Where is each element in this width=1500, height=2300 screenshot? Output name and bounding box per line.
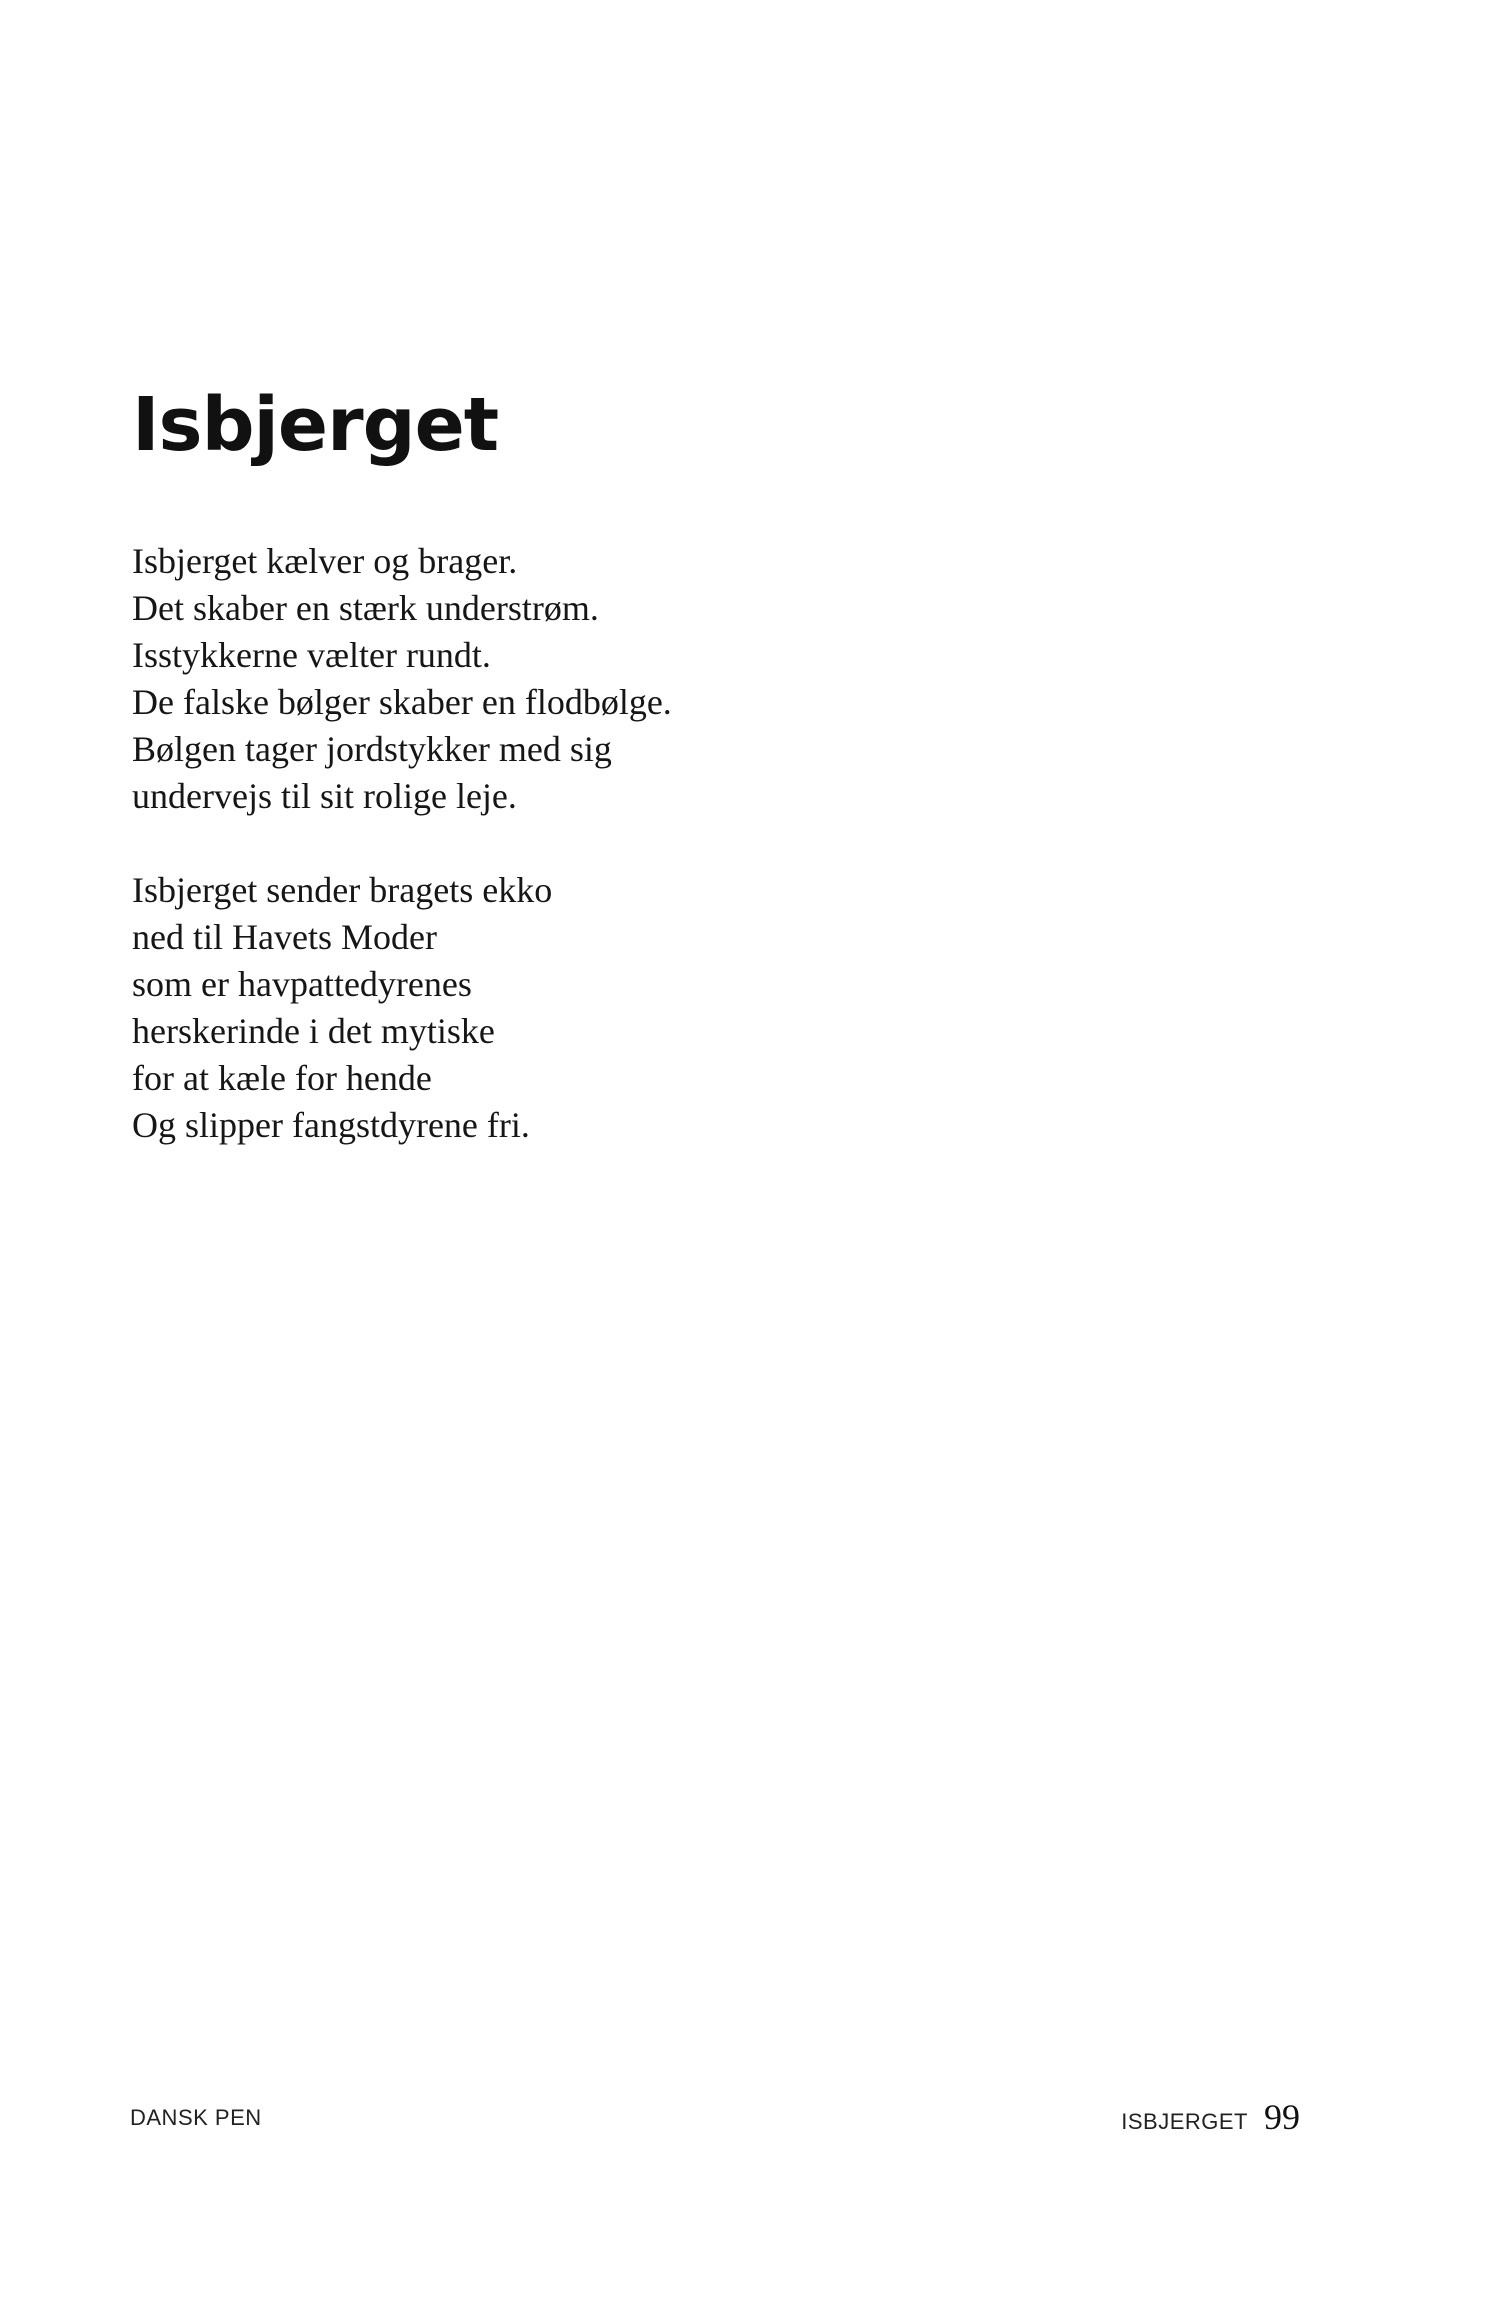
poem-line: Det skaber en stærk understrøm.: [132, 588, 599, 628]
running-title: ISBJERGET: [1121, 2109, 1248, 2134]
poem-title: Isbjerget: [132, 382, 499, 468]
footer-publisher: DANSK PEN: [130, 2105, 262, 2130]
poem-line: undervejs til sit rolige leje.: [132, 776, 517, 816]
poem-line: Bølgen tager jordstykker med sig: [132, 729, 612, 769]
poem-line: ned til Havets Moder: [132, 917, 437, 957]
poem-line: Isbjerget kælver og brager.: [132, 541, 518, 581]
poem-line: som er havpattedyrenes: [132, 964, 472, 1004]
poem-line: for at kæle for hende: [132, 1058, 432, 1098]
poem-line: herskerinde i det mytiske: [132, 1011, 495, 1051]
poem-line: Isbjerget sender bragets ekko: [132, 870, 553, 910]
footer-right: [1121, 2096, 1300, 2138]
stanza-1: [132, 538, 1232, 820]
stanza-2: [132, 867, 1232, 1149]
poem-line: Og slipper fangstdyrene fri.: [132, 1105, 530, 1145]
poem-line: De falske bølger skaber en flodbølge.: [132, 682, 672, 722]
poem-line: Isstykkerne vælter rundt.: [132, 635, 491, 675]
poem-body: [132, 538, 1232, 1196]
page-number: 99: [1264, 2097, 1300, 2137]
